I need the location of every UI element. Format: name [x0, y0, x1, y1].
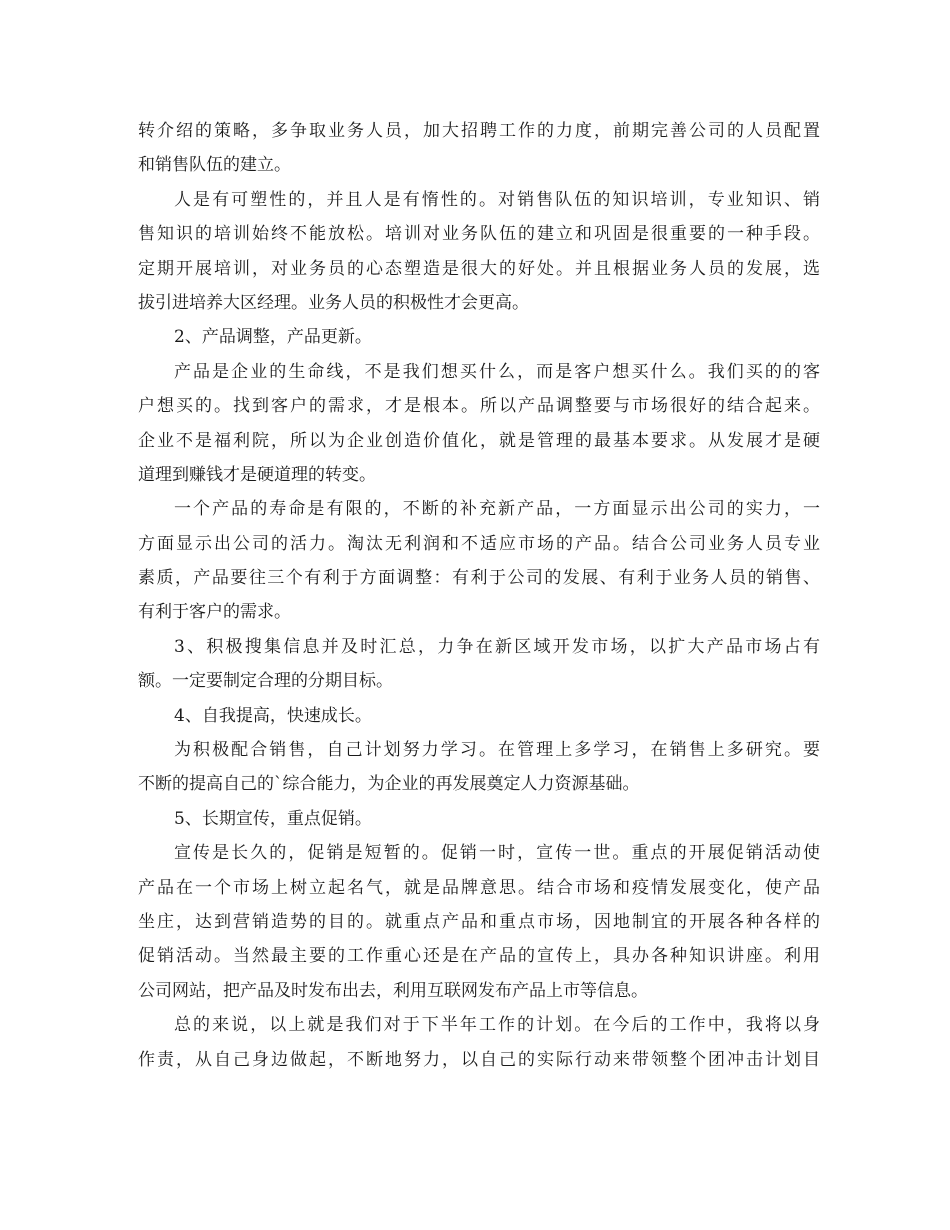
paragraph-line: 宣传是长久的，促销是短暂的。促销一时，宣传一世。重点的开展促销活动使: [174, 843, 820, 864]
section-heading: 3、积极搜集信息并及时汇总，力争在新区域开发市场，以扩大产品市场占有: [174, 636, 820, 657]
paragraph-line: 售知识的培训始终不能放松。培训对业务队伍的建立和巩固是很重要的一种手段。: [138, 224, 820, 245]
paragraph-line: 定期开展培训，对业务员的心态塑造是很大的好处。并且根据业务人员的发展，选: [138, 258, 820, 279]
section-heading: 5、长期宣传，重点促销。: [174, 808, 372, 829]
paragraph-line: 公司网站，把产品及时发布出去，利用互联网发布产品上市等信息。: [138, 980, 648, 1001]
section-heading: 2、产品调整，产品更新。: [174, 327, 372, 348]
paragraph-line: 产品在一个市场上树立起名气，就是品牌意思。结合市场和疫情发展变化，使产品: [138, 877, 820, 898]
section-heading: 4、自我提高，快速成长。: [174, 705, 372, 726]
paragraph-line: 转介绍的策略，多争取业务人员，加大招聘工作的力度，前期完善公司的人员配置: [138, 121, 820, 141]
paragraph-line: 作责，从自己身边做起，不断地努力，以自己的实际行动来带领整个团冲击计划目: [138, 1049, 820, 1070]
paragraph-line: 有利于客户的需求。: [138, 602, 291, 623]
paragraph-line: 人是有可塑性的，并且人是有惰性的。对销售队伍的知识培训，专业知识、销: [174, 189, 820, 210]
paragraph-line: 企业不是福利院，所以为企业创造价值化，就是管理的最基本要求。从发展才是硬: [138, 430, 820, 451]
paragraph-line: 道理到赚钱才是硬道理的转变。: [138, 464, 376, 485]
paragraph-line: 素质，产品要往三个有利于方面调整：有利于公司的发展、有利于业务人员的销售、: [138, 568, 820, 589]
paragraph-line: 产品是企业的生命线，不是我们想买什么，而是客户想买什么。我们买的的客: [174, 361, 820, 382]
paragraph-line: 拔引进培养大区经理。业务人员的积极性才会更高。: [138, 292, 529, 313]
document-body: [138, 114, 820, 1077]
paragraph-line: 一个产品的寿命是有限的，不断的补充新产品，一方面显示出公司的实力，一: [174, 499, 820, 520]
paragraph-line: 促销活动。当然最主要的工作重心还是在产品的宣传上，具办各种知识讲座。利用: [138, 946, 820, 967]
paragraph-line: 和销售队伍的建立。: [138, 155, 291, 176]
paragraph-line: 总的来说，以上就是我们对于下半年工作的计划。在今后的工作中，我将以身: [174, 1015, 820, 1036]
paragraph-line: 为积极配合销售，自己计划努力学习。在管理上多学习，在销售上多研究。要: [174, 740, 820, 761]
paragraph-line: 坐庄，达到营销造势的目的。就重点产品和重点市场，因地制宜的开展各种各样的: [138, 911, 820, 932]
paragraph-line: 额。一定要制定合理的分期目标。: [138, 671, 393, 692]
paragraph-line: 不断的提高自己的`综合能力，为企业的再发展奠定人力资源基础。: [138, 774, 640, 795]
paragraph-line: 方面显示出公司的活力。淘汰无利润和不适应市场的产品。结合公司业务人员专业: [138, 533, 820, 554]
paragraph-line: 户想买的。找到客户的需求，才是根本。所以产品调整要与市场很好的结合起来。: [138, 396, 820, 417]
